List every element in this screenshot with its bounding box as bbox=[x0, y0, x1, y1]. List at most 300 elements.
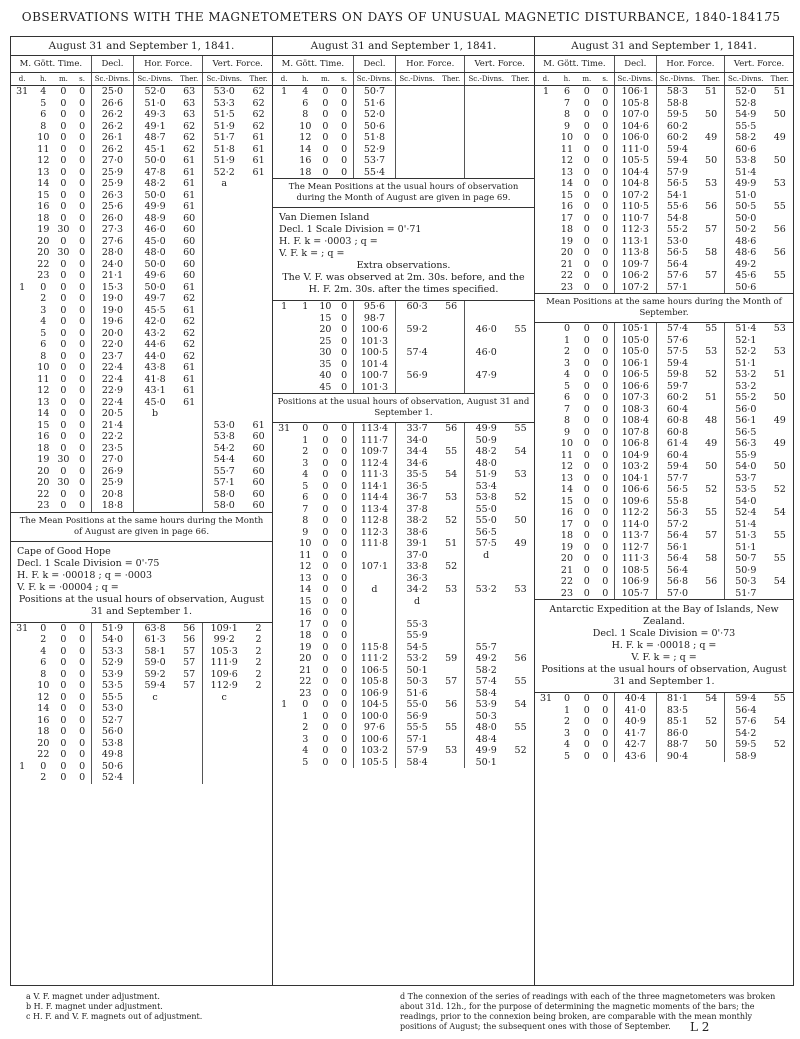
table-cell: 0 bbox=[602, 530, 609, 541]
table-cell: 0 bbox=[60, 396, 67, 408]
table-cell bbox=[535, 98, 557, 110]
table-cell: 53·5 bbox=[91, 680, 133, 692]
table-cell bbox=[438, 86, 465, 98]
table-cell: 23 bbox=[37, 270, 50, 281]
table-row bbox=[273, 745, 534, 757]
table-cell: 107·8 bbox=[614, 427, 656, 439]
table-cell: 0 bbox=[602, 553, 609, 564]
table-cell: 56 bbox=[514, 653, 527, 664]
table-cell: 19 bbox=[37, 224, 50, 235]
table-cell bbox=[11, 443, 33, 455]
table-row bbox=[535, 109, 793, 121]
table-cell bbox=[507, 301, 534, 313]
table-cell: 105·1 bbox=[614, 323, 656, 335]
table-row bbox=[273, 538, 534, 550]
table-cell: 55 bbox=[514, 423, 527, 434]
vdl-usual-rows bbox=[273, 423, 534, 768]
table-cell: 103·2 bbox=[614, 461, 656, 473]
table-cell bbox=[203, 738, 245, 750]
table-cell: 2 bbox=[40, 293, 47, 304]
table-cell bbox=[535, 132, 557, 144]
table-cell bbox=[535, 259, 557, 271]
table-row bbox=[273, 699, 534, 711]
table-row bbox=[273, 676, 534, 688]
table-cell: 8 bbox=[563, 109, 570, 120]
table-row bbox=[535, 461, 793, 473]
table-row bbox=[535, 270, 793, 282]
table-row bbox=[11, 247, 272, 259]
table-cell bbox=[535, 427, 557, 439]
table-cell: 42·7 bbox=[614, 739, 656, 751]
table-cell bbox=[698, 705, 724, 717]
table-cell bbox=[507, 336, 534, 348]
table-cell: 62 bbox=[183, 120, 196, 132]
table-cell bbox=[11, 726, 33, 738]
table-cell: 0 bbox=[79, 339, 86, 350]
table-cell: 0 bbox=[322, 166, 329, 178]
cape-constants bbox=[11, 542, 272, 623]
table-row bbox=[11, 761, 272, 773]
table-cell bbox=[438, 155, 465, 167]
table-row bbox=[273, 642, 534, 654]
table-cell: 0 bbox=[341, 733, 348, 745]
table-cell: 113·4 bbox=[353, 504, 395, 516]
table-cell: 15 bbox=[37, 189, 50, 201]
table-cell bbox=[11, 420, 33, 432]
table-cell: 62 bbox=[252, 97, 265, 109]
table-cell: 0 bbox=[583, 132, 590, 143]
table-cell: 101·3 bbox=[353, 336, 395, 348]
table-cell: 110·5 bbox=[614, 201, 656, 213]
table-cell: 20 bbox=[560, 553, 574, 564]
table-cell: 18·8 bbox=[91, 500, 133, 512]
sub-h-3: h. bbox=[557, 73, 577, 86]
table-cell: 0 bbox=[341, 423, 348, 434]
table-cell bbox=[767, 473, 794, 485]
table-cell: 51 bbox=[773, 86, 786, 97]
table-cell bbox=[203, 339, 245, 351]
table-row bbox=[273, 630, 534, 642]
table-cell: 0 bbox=[79, 109, 86, 120]
table-cell bbox=[465, 596, 507, 608]
table-cell: 12 bbox=[299, 132, 312, 143]
table-cell bbox=[11, 339, 33, 351]
table-cell: 10 bbox=[299, 120, 312, 132]
table-cell: 63 bbox=[183, 109, 196, 120]
table-cell bbox=[766, 213, 793, 225]
table-cell: 50 bbox=[773, 461, 786, 472]
sub-m-3: m. bbox=[577, 73, 597, 86]
table-cell: 53·8 bbox=[725, 155, 767, 167]
table-cell bbox=[273, 155, 295, 167]
table-cell: 0 bbox=[341, 641, 348, 653]
table-cell: 56 bbox=[183, 634, 196, 645]
table-cell: 0 bbox=[60, 166, 67, 178]
table-cell: 0 bbox=[60, 201, 67, 212]
table-cell: 0 bbox=[583, 704, 590, 716]
table-row bbox=[11, 431, 272, 443]
table-cell: 20·8 bbox=[91, 489, 133, 501]
footnote-b: b H. F. magnet under adjustment. bbox=[26, 1002, 163, 1011]
table-cell: 50·0 bbox=[134, 190, 176, 202]
table-cell: 7 bbox=[302, 503, 309, 515]
table-cell: 59·4 bbox=[134, 680, 176, 692]
table-cell bbox=[11, 224, 33, 236]
table-cell: 26·9 bbox=[91, 466, 133, 478]
table-cell bbox=[698, 98, 724, 110]
table-row bbox=[11, 132, 272, 144]
table-cell: 0 bbox=[602, 750, 609, 762]
table-cell: 0 bbox=[583, 323, 590, 334]
table-cell: 12 bbox=[299, 561, 312, 572]
table-row bbox=[535, 739, 793, 751]
running-title: OBSERVATIONS WITH THE MAGNETOMETERS ON DAYS OF UNUSUAL MAGNETIC DISTURBANCE, 1840-1841. bbox=[21, 10, 769, 24]
table-cell: 14 bbox=[37, 178, 50, 189]
table-cell: 0 bbox=[563, 323, 570, 334]
table-row bbox=[535, 86, 793, 98]
table-row bbox=[273, 86, 534, 98]
table-cell: 50·3 bbox=[465, 711, 507, 723]
table-cell: 100·7 bbox=[353, 370, 395, 382]
table-cell: 58 bbox=[705, 553, 718, 564]
table-cell bbox=[465, 132, 507, 144]
table-cell: 4 bbox=[563, 369, 570, 380]
sub-hf-ther-3: Ther. bbox=[698, 73, 724, 86]
table-cell: 0 bbox=[79, 86, 86, 97]
table-cell: 50·5 bbox=[725, 201, 767, 213]
table-cell: 109·7 bbox=[353, 446, 395, 458]
table-cell bbox=[535, 415, 557, 427]
table-cell: b bbox=[134, 408, 176, 420]
table-cell: 104·1 bbox=[614, 473, 656, 485]
table-cell: 0 bbox=[583, 166, 590, 178]
table-cell: 13 bbox=[560, 166, 573, 178]
table-cell bbox=[535, 270, 557, 282]
table-cell: 52 bbox=[445, 561, 458, 572]
table-cell: 0 bbox=[602, 484, 609, 495]
table-cell: 53·8 bbox=[203, 431, 245, 443]
table-cell bbox=[203, 270, 245, 282]
table-cell: 0 bbox=[583, 541, 590, 553]
table-cell: 20 bbox=[37, 247, 50, 258]
table-row bbox=[535, 415, 793, 427]
table-cell: 41·7 bbox=[614, 728, 656, 740]
table-cell: 56 bbox=[183, 622, 196, 634]
table-cell: 59 bbox=[445, 653, 458, 664]
table-cell: 59·4 bbox=[656, 461, 698, 473]
table-cell bbox=[507, 86, 534, 98]
table-row bbox=[273, 734, 534, 746]
table-cell: 47·8 bbox=[134, 167, 176, 179]
table-cell bbox=[203, 772, 245, 784]
table-cell bbox=[535, 576, 557, 588]
table-cell: 58·4 bbox=[396, 757, 438, 769]
table-cell: 0 bbox=[302, 699, 309, 710]
table-cell: 104·8 bbox=[614, 178, 656, 190]
table-cell bbox=[245, 726, 272, 738]
table-cell: 55 bbox=[514, 676, 527, 687]
table-cell bbox=[203, 224, 245, 236]
table-cell bbox=[273, 144, 295, 156]
table-cell: 105·0 bbox=[614, 335, 656, 347]
table-cell: 20·5 bbox=[91, 408, 133, 420]
table-cell: 0 bbox=[79, 622, 86, 634]
table-cell bbox=[11, 454, 33, 466]
table-cell: 50·9 bbox=[465, 435, 507, 447]
table-cell bbox=[273, 619, 295, 631]
table-cell: 0 bbox=[341, 312, 348, 324]
table-cell bbox=[766, 190, 793, 202]
table-row bbox=[535, 167, 793, 179]
table-cell: 106·1 bbox=[614, 86, 656, 98]
table-cell: 107·3 bbox=[614, 392, 656, 404]
table-row bbox=[11, 213, 272, 225]
table-cell: 0 bbox=[583, 472, 590, 484]
table-cell bbox=[767, 427, 794, 439]
table-cell: 30 bbox=[57, 224, 70, 235]
table-cell: 51·7 bbox=[725, 588, 767, 600]
table-row bbox=[273, 722, 534, 734]
table-cell: 0 bbox=[60, 419, 67, 431]
table-cell: 61 bbox=[252, 155, 265, 166]
table-cell: 0 bbox=[322, 480, 329, 492]
table-cell bbox=[535, 461, 557, 473]
table-cell bbox=[507, 109, 534, 121]
table-row bbox=[11, 201, 272, 213]
table-cell: 0 bbox=[322, 503, 329, 515]
table-cell: 15 bbox=[560, 189, 573, 201]
table-row bbox=[11, 466, 272, 478]
table-cell: 10 bbox=[37, 680, 50, 691]
table-cell: 27·0 bbox=[91, 454, 133, 466]
table-cell: 95·6 bbox=[353, 301, 395, 313]
table-cell: 55·8 bbox=[656, 496, 698, 508]
table-cell: 6 bbox=[302, 492, 309, 503]
table-cell: 110·7 bbox=[614, 213, 656, 225]
table-cell: 0 bbox=[341, 143, 348, 155]
table-row bbox=[273, 561, 534, 573]
table-cell: 0 bbox=[602, 270, 609, 281]
table-cell bbox=[134, 500, 176, 512]
table-cell bbox=[438, 324, 465, 336]
table-cell: 2 bbox=[255, 657, 262, 668]
table-cell: 52 bbox=[705, 369, 718, 380]
table-cell: 0 bbox=[583, 587, 590, 599]
table-cell bbox=[465, 86, 507, 98]
table-cell: 0 bbox=[583, 178, 590, 189]
table-cell: 28·0 bbox=[91, 247, 133, 259]
table-cell: 21·1 bbox=[91, 270, 133, 282]
table-cell bbox=[273, 745, 295, 757]
table-cell bbox=[535, 369, 557, 381]
table-cell: 57·7 bbox=[656, 473, 698, 485]
table-cell: 55·7 bbox=[465, 642, 507, 654]
table-cell: 57 bbox=[183, 657, 196, 668]
table-row bbox=[11, 385, 272, 397]
table-cell bbox=[353, 573, 395, 585]
col-decl-3: Decl. bbox=[614, 56, 656, 73]
table-row bbox=[535, 404, 793, 416]
table-cell bbox=[507, 757, 534, 769]
table-cell: 0 bbox=[583, 426, 590, 438]
table-cell bbox=[11, 500, 33, 512]
table-cell: 9 bbox=[563, 426, 570, 438]
table-cell bbox=[767, 381, 794, 393]
table-cell: 59·2 bbox=[134, 669, 176, 681]
table-cell bbox=[507, 481, 534, 493]
table-cell: d bbox=[465, 550, 507, 562]
table-cell bbox=[535, 705, 557, 717]
table-cell bbox=[396, 336, 438, 348]
table-cell: 49 bbox=[773, 438, 786, 449]
table-cell: 0 bbox=[602, 449, 609, 461]
table-row bbox=[273, 688, 534, 700]
table-cell bbox=[295, 370, 315, 382]
table-cell bbox=[767, 335, 794, 347]
table-cell bbox=[767, 404, 794, 416]
table-cell: 60 bbox=[252, 431, 265, 442]
table-cell: 26·1 bbox=[91, 132, 133, 144]
table-cell: 0 bbox=[341, 607, 348, 618]
table-cell: 37·8 bbox=[396, 504, 438, 516]
sub-vf-ther-3: Ther. bbox=[766, 73, 793, 86]
table-cell bbox=[698, 259, 724, 271]
table-cell: 59·8 bbox=[656, 369, 698, 381]
table-cell: 45·0 bbox=[134, 236, 176, 248]
table-row bbox=[535, 427, 793, 439]
col-decl: Decl. bbox=[91, 56, 133, 73]
table-cell: 0 bbox=[60, 622, 67, 634]
table-cell: 114·4 bbox=[353, 492, 395, 504]
table-row bbox=[11, 190, 272, 202]
table-cell: 0 bbox=[602, 415, 609, 426]
table-row bbox=[11, 397, 272, 409]
table-cell bbox=[767, 588, 794, 600]
footnote-c: c H. F. and V. F. magnets out of adjustment. bbox=[26, 1012, 203, 1021]
table-cell bbox=[698, 565, 724, 577]
table-cell: 0 bbox=[60, 465, 67, 477]
table-cell: 50·9 bbox=[725, 565, 767, 577]
table-cell bbox=[203, 201, 245, 213]
table-cell: 57 bbox=[183, 645, 196, 657]
table-cell: 62 bbox=[183, 132, 196, 143]
table-cell: 0 bbox=[602, 189, 609, 201]
table-cell: 0 bbox=[341, 324, 348, 335]
table-cell: 21 bbox=[560, 564, 574, 576]
table-cell: 0 bbox=[60, 327, 67, 339]
table-cell: 27·3 bbox=[91, 224, 133, 236]
table-cell: 0 bbox=[79, 465, 86, 477]
cape-rows bbox=[11, 623, 272, 784]
table-cell: 57·6 bbox=[656, 270, 698, 282]
table-cell: 0 bbox=[322, 492, 329, 503]
table-cell: 0 bbox=[79, 691, 86, 703]
table-cell: 50·6 bbox=[91, 761, 133, 773]
table-row bbox=[535, 369, 793, 381]
table-cell: 103·2 bbox=[353, 745, 395, 757]
table-cell: 54·1 bbox=[656, 190, 698, 202]
sub-hf-3: Sc.-Divns. bbox=[656, 73, 698, 86]
table-cell bbox=[245, 213, 272, 225]
table-cell bbox=[273, 481, 295, 493]
sub-d-3: d. bbox=[535, 73, 557, 86]
table-cell: 22·0 bbox=[91, 339, 133, 351]
table-cell bbox=[535, 213, 557, 225]
table-cell: 18 bbox=[560, 530, 574, 541]
table-cell bbox=[698, 588, 724, 600]
table-cell bbox=[203, 362, 245, 374]
table-cell: 0 bbox=[341, 347, 348, 358]
table-cell: 0 bbox=[322, 756, 329, 768]
table-cell bbox=[203, 259, 245, 271]
table-row bbox=[11, 316, 272, 328]
table-cell bbox=[535, 144, 557, 156]
table-cell bbox=[465, 167, 507, 179]
table-cell: 2 bbox=[255, 645, 262, 657]
table-cell: 55·4 bbox=[353, 167, 395, 179]
sub-d: d. bbox=[11, 73, 33, 86]
table-cell: 55·2 bbox=[656, 224, 698, 236]
table-cell: 2 bbox=[40, 634, 47, 645]
table-cell: 88·7 bbox=[656, 739, 698, 751]
table-row bbox=[273, 121, 534, 133]
table-cell: 0 bbox=[583, 235, 590, 247]
table-row bbox=[273, 481, 534, 493]
table-cell: 0 bbox=[79, 408, 86, 419]
table-cell: 49 bbox=[514, 538, 527, 549]
cape-label: Cape of Good Hope bbox=[17, 545, 111, 557]
table-row bbox=[11, 351, 272, 363]
table-cell bbox=[438, 98, 465, 110]
table-row bbox=[535, 519, 793, 531]
table-cell: 14 bbox=[37, 703, 50, 714]
table-cell: 22 bbox=[299, 676, 312, 687]
table-cell: 55·5 bbox=[725, 121, 767, 133]
table-cell bbox=[245, 328, 272, 340]
table-cell: 0 bbox=[60, 270, 67, 281]
table-cell bbox=[438, 382, 465, 394]
table-cell: 4 bbox=[302, 745, 309, 756]
table-cell: 108·4 bbox=[614, 415, 656, 427]
footnote-a: a V. F. magnet under adjustment. bbox=[26, 992, 160, 1001]
table-cell: 0 bbox=[583, 224, 590, 235]
col-hf: Hor. Force. bbox=[134, 56, 203, 73]
table-cell: 55·2 bbox=[725, 392, 767, 404]
table-cell: 105·8 bbox=[353, 676, 395, 688]
table-cell: 54·9 bbox=[725, 109, 767, 121]
table-cell: 8 bbox=[563, 415, 570, 426]
table-cell: 0 bbox=[341, 446, 348, 457]
table-cell: 48·6 bbox=[725, 236, 767, 248]
table-cell bbox=[11, 477, 33, 489]
table-cell: 50·0 bbox=[134, 155, 176, 167]
table-cell: 0 bbox=[583, 120, 590, 132]
table-cell: 0 bbox=[322, 120, 329, 132]
table-cell: 45·1 bbox=[134, 144, 176, 156]
table-cell: 113·4 bbox=[353, 423, 395, 435]
table-cell: 48·4 bbox=[465, 734, 507, 746]
table-cell bbox=[438, 757, 465, 769]
table-cell: 56·5 bbox=[656, 247, 698, 259]
table-cell: 48·7 bbox=[134, 132, 176, 144]
sub-hf: Sc.-Divns. bbox=[134, 73, 176, 86]
table-cell: 0 bbox=[322, 664, 329, 676]
table-cell: 53 bbox=[445, 492, 458, 503]
table-cell bbox=[438, 132, 465, 144]
table-cell bbox=[245, 247, 272, 259]
table-cell bbox=[767, 519, 794, 531]
table-cell: 0 bbox=[341, 549, 348, 561]
